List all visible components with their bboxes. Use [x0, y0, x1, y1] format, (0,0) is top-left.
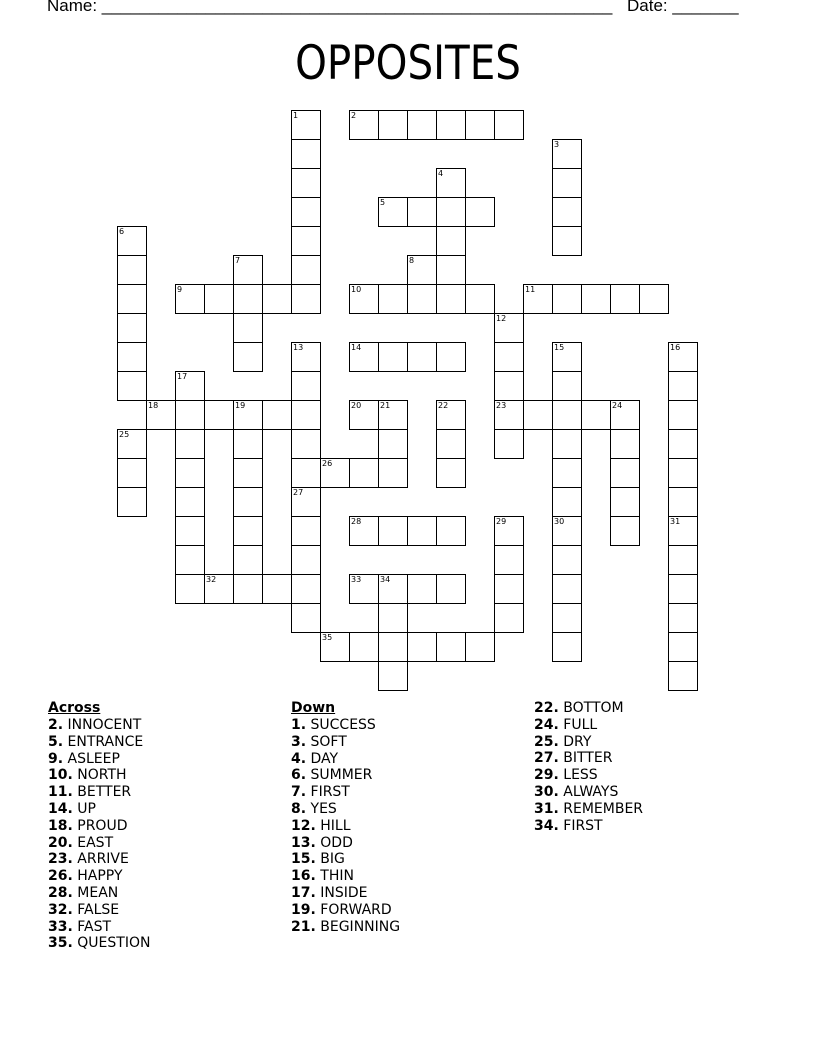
- grid-cell[interactable]: [436, 458, 466, 488]
- grid-cell[interactable]: [233, 516, 263, 546]
- clue-text: SOFT: [306, 733, 347, 750]
- clue-number-label: 31.: [534, 800, 559, 817]
- clue-number-label: 29.: [534, 767, 559, 784]
- grid-cell[interactable]: [552, 226, 582, 256]
- across-clue: [48, 751, 150, 768]
- grid-cell[interactable]: [552, 632, 582, 662]
- grid-cell[interactable]: [349, 400, 379, 430]
- clue-number: 4: [438, 169, 444, 178]
- grid-cell[interactable]: [610, 516, 640, 546]
- clue-number: 1: [293, 111, 299, 120]
- clue-number: 22: [438, 401, 449, 410]
- clue-number: 10: [351, 285, 362, 294]
- clue-number-label: 19.: [291, 901, 316, 918]
- name-field-label: Name: ______________________________________________________: [47, 0, 613, 15]
- grid-cell[interactable]: [378, 429, 408, 459]
- grid-cell[interactable]: [668, 516, 698, 546]
- down-clue: [291, 835, 400, 852]
- clue-number-label: 3.: [291, 733, 307, 750]
- grid-cell[interactable]: [465, 110, 495, 140]
- grid-cell[interactable]: [668, 458, 698, 488]
- grid-cell[interactable]: [407, 284, 437, 314]
- grid-cell[interactable]: [552, 284, 582, 314]
- grid-cell[interactable]: [175, 487, 205, 517]
- grid-cell[interactable]: [407, 516, 437, 546]
- clue-number: 11: [525, 285, 536, 294]
- down-clue: [291, 734, 400, 751]
- clue-text: ARRIVE: [72, 851, 129, 868]
- down-clue: [291, 919, 400, 936]
- clue-number: 15: [554, 343, 565, 352]
- clue-number-label: 33.: [48, 918, 73, 935]
- clue-number-label: 34.: [534, 817, 559, 834]
- grid-cell[interactable]: [291, 400, 321, 430]
- down-clues: [291, 700, 400, 935]
- grid-cell[interactable]: [494, 342, 524, 372]
- across-clue: [48, 835, 150, 852]
- grid-cell[interactable]: [494, 371, 524, 401]
- clue-text: BOTTOM: [558, 700, 624, 716]
- clue-number: 9: [177, 285, 183, 294]
- grid-cell[interactable]: [668, 371, 698, 401]
- grid-cell[interactable]: [349, 458, 379, 488]
- clue-text: ENTRANCE: [63, 733, 144, 750]
- grid-cell[interactable]: [175, 400, 205, 430]
- grid-cell[interactable]: [233, 574, 263, 604]
- clue-number: 32: [206, 575, 217, 584]
- grid-cell[interactable]: [610, 487, 640, 517]
- grid-cell[interactable]: [494, 313, 524, 343]
- grid-cell[interactable]: [378, 574, 408, 604]
- grid-cell[interactable]: [233, 487, 263, 517]
- clue-number: 14: [351, 343, 362, 352]
- down-clue: [534, 734, 643, 751]
- clue-number-label: 5.: [48, 733, 64, 750]
- grid-cell[interactable]: [494, 400, 524, 430]
- clue-text: FIRST: [306, 784, 350, 801]
- clue-number-label: 20.: [48, 834, 73, 851]
- grid-cell[interactable]: [668, 632, 698, 662]
- clue-text: ODD: [315, 834, 353, 851]
- grid-cell[interactable]: [436, 429, 466, 459]
- grid-cell[interactable]: [349, 632, 379, 662]
- clue-text: FIRST: [558, 817, 603, 834]
- puzzle-title: OPPOSITES: [295, 36, 521, 91]
- grid-cell[interactable]: [291, 371, 321, 401]
- grid-cell[interactable]: [436, 632, 466, 662]
- clue-number: 3: [554, 140, 560, 149]
- clue-number-label: 22.: [534, 700, 559, 716]
- clue-number: 29: [496, 517, 507, 526]
- clue-number: 26: [322, 459, 333, 468]
- down-clue: [291, 868, 400, 885]
- grid-cell[interactable]: [291, 284, 321, 314]
- grid-cell[interactable]: [436, 168, 466, 198]
- clue-number-label: 10.: [48, 767, 73, 784]
- grid-cell[interactable]: [668, 487, 698, 517]
- grid-cell[interactable]: [117, 458, 147, 488]
- grid-cell[interactable]: [436, 110, 466, 140]
- grid-cell[interactable]: [610, 284, 640, 314]
- grid-cell[interactable]: [378, 661, 408, 691]
- clue-text: FAST: [72, 918, 112, 935]
- grid-cell[interactable]: [175, 545, 205, 575]
- grid-cell[interactable]: [581, 400, 611, 430]
- clue-number-label: 32.: [48, 901, 73, 918]
- down-clue: [291, 767, 400, 784]
- grid-cell[interactable]: [233, 313, 263, 343]
- grid-cell[interactable]: [552, 342, 582, 372]
- grid-cell[interactable]: [552, 487, 582, 517]
- clue-text: BITTER: [558, 750, 613, 767]
- grid-cell[interactable]: [291, 516, 321, 546]
- grid-cell[interactable]: [494, 429, 524, 459]
- grid-cell[interactable]: [668, 574, 698, 604]
- grid-cell[interactable]: [494, 603, 524, 633]
- clue-number-label: 4.: [291, 750, 307, 767]
- grid-cell[interactable]: [233, 400, 263, 430]
- down-clue: [534, 717, 643, 734]
- grid-cell[interactable]: [552, 603, 582, 633]
- grid-cell[interactable]: [407, 342, 437, 372]
- grid-cell[interactable]: [552, 197, 582, 227]
- grid-cell[interactable]: [291, 197, 321, 227]
- grid-cell[interactable]: [175, 371, 205, 401]
- down-clue: [291, 717, 400, 734]
- grid-cell[interactable]: [407, 110, 437, 140]
- grid-cell[interactable]: [436, 516, 466, 546]
- grid-cell[interactable]: [552, 429, 582, 459]
- clue-number: 24: [612, 401, 623, 410]
- grid-cell[interactable]: [233, 545, 263, 575]
- grid-cell[interactable]: [204, 284, 234, 314]
- across-clue: [48, 902, 150, 919]
- clue-text: BEGINNING: [315, 918, 401, 935]
- grid-cell[interactable]: [610, 400, 640, 430]
- grid-cell[interactable]: [610, 458, 640, 488]
- clue-text: BETTER: [72, 784, 132, 801]
- grid-cell[interactable]: [668, 603, 698, 633]
- across-clue: [48, 851, 150, 868]
- clue-number-label: 6.: [291, 767, 307, 784]
- clue-text: HILL: [315, 817, 351, 834]
- across-clue: [48, 919, 150, 936]
- across-clue: [48, 801, 150, 818]
- grid-cell[interactable]: [639, 284, 669, 314]
- grid-cell[interactable]: [291, 110, 321, 140]
- grid-cell[interactable]: [378, 284, 408, 314]
- grid-cell[interactable]: [552, 139, 582, 169]
- grid-cell[interactable]: [523, 400, 553, 430]
- clue-number: 19: [235, 401, 246, 410]
- clue-text: NORTH: [72, 767, 127, 784]
- clue-text: BIG: [315, 851, 345, 868]
- clue-text: UP: [72, 800, 96, 817]
- date-field-label: Date: _______: [627, 0, 739, 15]
- grid-cell[interactable]: [668, 545, 698, 575]
- clue-text: THIN: [315, 868, 354, 885]
- clue-number: 8: [409, 256, 415, 265]
- grid-cell[interactable]: [552, 545, 582, 575]
- across-clues: [48, 700, 150, 952]
- across-clue: [48, 868, 150, 885]
- grid-cell[interactable]: [378, 603, 408, 633]
- clue-number: 18: [148, 401, 159, 410]
- grid-cell[interactable]: [262, 284, 292, 314]
- down-clue: [534, 784, 643, 801]
- grid-cell[interactable]: [378, 197, 408, 227]
- clue-text: SUMMER: [306, 767, 373, 784]
- grid-cell[interactable]: [233, 255, 263, 285]
- grid-cell[interactable]: [175, 284, 205, 314]
- down-clue: [534, 801, 643, 818]
- grid-cell[interactable]: [378, 342, 408, 372]
- grid-cell[interactable]: [291, 342, 321, 372]
- clue-number-label: 7.: [291, 784, 307, 801]
- grid-cell[interactable]: [320, 632, 350, 662]
- clue-number-label: 15.: [291, 851, 316, 868]
- clue-number: 30: [554, 517, 565, 526]
- grid-cell[interactable]: [117, 255, 147, 285]
- grid-cell[interactable]: [465, 284, 495, 314]
- clue-number: 13: [293, 343, 304, 352]
- clue-number: 7: [235, 256, 241, 265]
- grid-cell[interactable]: [204, 400, 234, 430]
- clue-text: QUESTION: [72, 935, 151, 952]
- clue-number: 27: [293, 488, 304, 497]
- clue-text: SUCCESS: [306, 717, 376, 733]
- grid-cell[interactable]: [117, 284, 147, 314]
- grid-cell[interactable]: [175, 458, 205, 488]
- down-clue: [291, 818, 400, 835]
- grid-cell[interactable]: [349, 342, 379, 372]
- grid-cell[interactable]: [552, 168, 582, 198]
- grid-cell[interactable]: [436, 400, 466, 430]
- clue-number-label: 8.: [291, 800, 307, 817]
- clue-number: 23: [496, 401, 507, 410]
- grid-cell[interactable]: [204, 574, 234, 604]
- grid-cell[interactable]: [465, 197, 495, 227]
- clue-text: ASLEEP: [63, 750, 120, 767]
- down-clue: [534, 750, 643, 767]
- across-clue: [48, 818, 150, 835]
- down-clue: [291, 851, 400, 868]
- clue-text: HAPPY: [72, 868, 123, 885]
- grid-cell[interactable]: [291, 574, 321, 604]
- down-heading: Down: [291, 700, 336, 716]
- down-clue: [534, 767, 643, 784]
- grid-cell[interactable]: [117, 226, 147, 256]
- grid-cell[interactable]: [523, 284, 553, 314]
- grid-cell[interactable]: [668, 429, 698, 459]
- grid-cell[interactable]: [378, 458, 408, 488]
- clue-number-label: 9.: [48, 750, 64, 767]
- across-clue: [48, 885, 150, 902]
- grid-cell[interactable]: [378, 400, 408, 430]
- clue-text: INSIDE: [315, 884, 368, 901]
- clue-text: ALWAYS: [558, 783, 619, 800]
- clue-text: DAY: [306, 750, 339, 767]
- grid-cell[interactable]: [668, 400, 698, 430]
- grid-cell[interactable]: [407, 197, 437, 227]
- grid-cell[interactable]: [494, 574, 524, 604]
- grid-cell[interactable]: [175, 516, 205, 546]
- clue-number: 6: [119, 227, 125, 236]
- grid-cell[interactable]: [552, 516, 582, 546]
- grid-cell[interactable]: [407, 574, 437, 604]
- clue-number-label: 12.: [291, 817, 316, 834]
- down-clue: [291, 801, 400, 818]
- clue-number: 33: [351, 575, 362, 584]
- clue-number-label: 25.: [534, 733, 559, 750]
- grid-cell[interactable]: [291, 487, 321, 517]
- clue-text: PROUD: [72, 817, 128, 834]
- grid-cell[interactable]: [581, 284, 611, 314]
- clue-number-label: 16.: [291, 868, 316, 885]
- grid-cell[interactable]: [436, 226, 466, 256]
- grid-cell[interactable]: [465, 632, 495, 662]
- grid-cell[interactable]: [494, 545, 524, 575]
- clue-number-label: 1.: [291, 717, 307, 733]
- down-clue: [534, 818, 643, 835]
- grid-cell[interactable]: [291, 139, 321, 169]
- clue-text: YES: [306, 800, 337, 817]
- clue-text: FORWARD: [315, 901, 392, 918]
- clue-number: 17: [177, 372, 188, 381]
- across-clue: [48, 935, 150, 952]
- grid-cell[interactable]: [494, 516, 524, 546]
- grid-cell[interactable]: [436, 255, 466, 285]
- clue-number-label: 26.: [48, 868, 73, 885]
- grid-cell[interactable]: [146, 400, 176, 430]
- clue-number-label: 21.: [291, 918, 316, 935]
- grid-cell[interactable]: [233, 458, 263, 488]
- grid-cell[interactable]: [291, 429, 321, 459]
- across-clue: [48, 717, 150, 734]
- grid-cell[interactable]: [262, 574, 292, 604]
- grid-cell[interactable]: [117, 342, 147, 372]
- grid-cell[interactable]: [291, 545, 321, 575]
- clue-number-label: 14.: [48, 800, 73, 817]
- clue-number: 16: [670, 343, 681, 352]
- clue-number-label: 28.: [48, 884, 73, 901]
- clue-text: FALSE: [72, 901, 120, 918]
- grid-cell[interactable]: [436, 197, 466, 227]
- grid-cell[interactable]: [378, 110, 408, 140]
- down-clues-continued: [534, 700, 643, 834]
- grid-cell[interactable]: [233, 342, 263, 372]
- grid-cell[interactable]: [291, 168, 321, 198]
- clue-number: 12: [496, 314, 507, 323]
- clue-text: FULL: [558, 716, 598, 733]
- grid-cell[interactable]: [349, 284, 379, 314]
- grid-cell[interactable]: [291, 255, 321, 285]
- clue-number: 20: [351, 401, 362, 410]
- grid-cell[interactable]: [668, 342, 698, 372]
- grid-cell[interactable]: [378, 516, 408, 546]
- across-heading: Across: [48, 700, 101, 716]
- clue-number: 35: [322, 633, 333, 642]
- grid-cell[interactable]: [436, 342, 466, 372]
- grid-cell[interactable]: [349, 516, 379, 546]
- clue-number-label: 18.: [48, 817, 73, 834]
- down-clue: [291, 751, 400, 768]
- grid-cell[interactable]: [668, 661, 698, 691]
- clue-number-label: 13.: [291, 834, 316, 851]
- down-clue: [291, 784, 400, 801]
- clue-text: EAST: [72, 834, 114, 851]
- grid-cell[interactable]: [552, 458, 582, 488]
- grid-cell[interactable]: [407, 632, 437, 662]
- grid-cell[interactable]: [610, 429, 640, 459]
- clue-text: MEAN: [72, 884, 119, 901]
- down-clue: [291, 902, 400, 919]
- grid-cell[interactable]: [233, 429, 263, 459]
- clue-text: DRY: [558, 733, 592, 750]
- grid-cell[interactable]: [233, 284, 263, 314]
- grid-cell[interactable]: [262, 400, 292, 430]
- grid-cell[interactable]: [436, 574, 466, 604]
- clue-number: 34: [380, 575, 391, 584]
- clue-text: LESS: [558, 767, 598, 784]
- clue-number-label: 23.: [48, 851, 73, 868]
- grid-cell[interactable]: [291, 603, 321, 633]
- clue-number: 28: [351, 517, 362, 526]
- clue-number: 31: [670, 517, 681, 526]
- grid-cell[interactable]: [494, 110, 524, 140]
- clue-number: 25: [119, 430, 130, 439]
- down-clue: [534, 700, 643, 717]
- clue-number: 21: [380, 401, 391, 410]
- grid-cell[interactable]: [175, 574, 205, 604]
- grid-cell[interactable]: [117, 429, 147, 459]
- grid-cell[interactable]: [552, 371, 582, 401]
- clue-number-label: 2.: [48, 717, 64, 733]
- grid-cell[interactable]: [552, 574, 582, 604]
- grid-cell[interactable]: [117, 487, 147, 517]
- across-clue: [48, 767, 150, 784]
- grid-cell[interactable]: [117, 371, 147, 401]
- clue-text: REMEMBER: [558, 800, 644, 817]
- clue-number-label: 35.: [48, 935, 73, 952]
- clue-number: 2: [351, 111, 357, 120]
- clue-number: 5: [380, 198, 386, 207]
- down-clue: [291, 885, 400, 902]
- grid-cell[interactable]: [349, 574, 379, 604]
- grid-cell[interactable]: [349, 110, 379, 140]
- grid-cell[interactable]: [552, 400, 582, 430]
- grid-cell[interactable]: [291, 458, 321, 488]
- grid-cell[interactable]: [378, 632, 408, 662]
- grid-cell[interactable]: [320, 458, 350, 488]
- grid-cell[interactable]: [436, 284, 466, 314]
- clue-number-label: 11.: [48, 784, 73, 801]
- clue-text: INNOCENT: [63, 717, 142, 733]
- grid-cell[interactable]: [117, 313, 147, 343]
- grid-cell[interactable]: [407, 255, 437, 285]
- clue-number-label: 30.: [534, 783, 559, 800]
- clue-number-label: 17.: [291, 884, 316, 901]
- clue-number-label: 27.: [534, 750, 559, 767]
- grid-cell[interactable]: [175, 429, 205, 459]
- clue-number-label: 24.: [534, 716, 559, 733]
- across-clue: [48, 784, 150, 801]
- across-clue: [48, 734, 150, 751]
- grid-cell[interactable]: [291, 226, 321, 256]
